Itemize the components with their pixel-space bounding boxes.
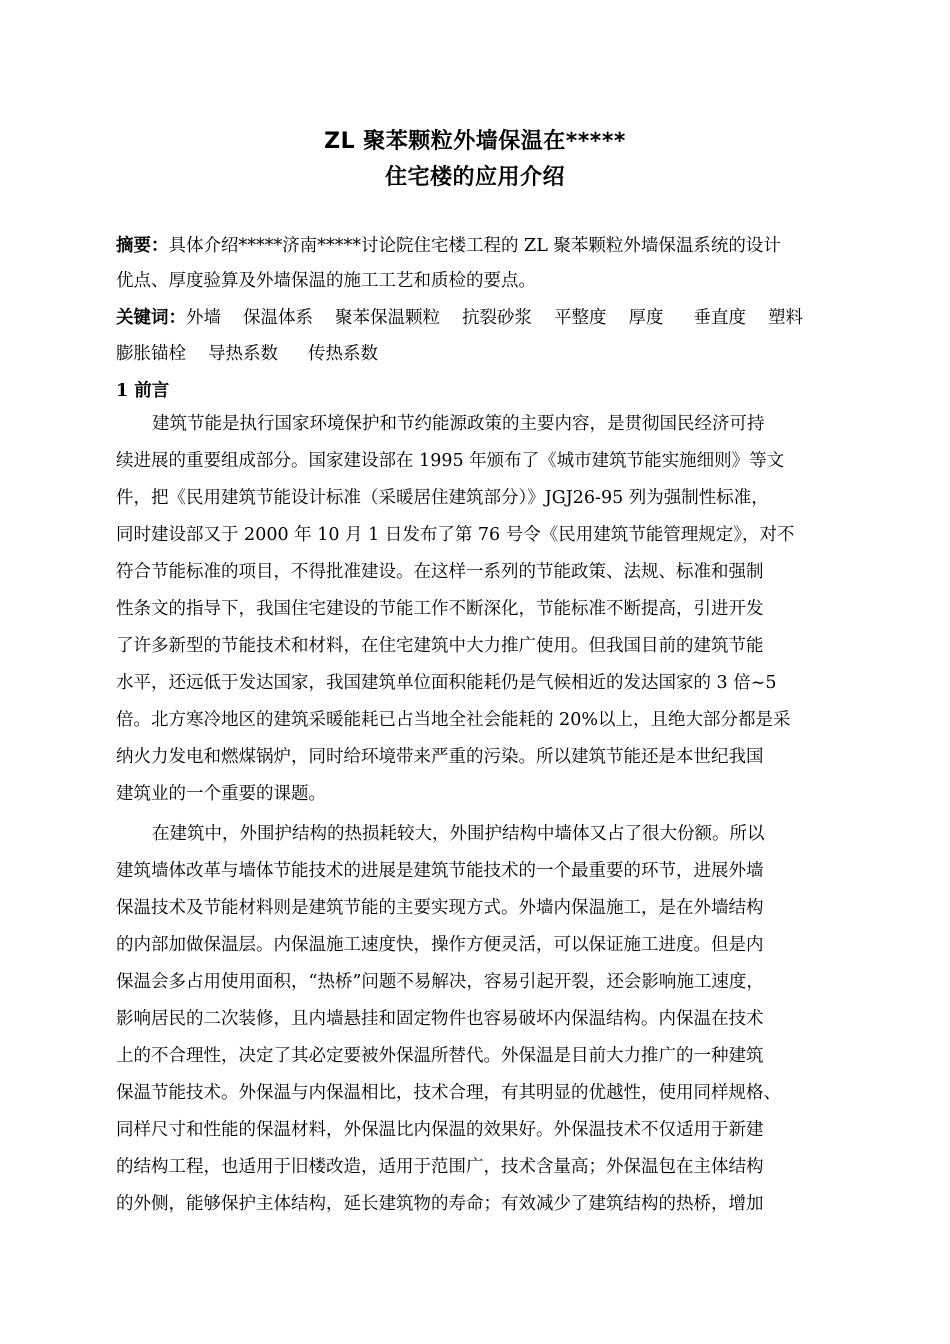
paragraph-1-line: 性条文的指导下，我国住宅建设的节能工作不断深化，节能标准不断提高，引进开发 [116,599,764,619]
paragraph-2-line: 影响居民的二次装修，且内墙悬挂和固定物件也容易破坏内保温结构。内保温在技术 [116,1009,764,1029]
keyword: 膨胀锚栓 [116,344,186,364]
keyword: 抗裂砂浆 [462,308,532,328]
keywords-line-2 [116,343,378,365]
paragraph-1-line: 件，把《民用建筑节能设计标准（采暖居住建筑部分）》JGJ26-95 列为强制性标准， [116,488,769,508]
paragraph-1-line: 纳火力发电和燃煤锅炉，同时给环境带来严重的污染。所以建筑节能还是本世纪我国 [116,747,764,767]
paragraph-2-line: 在建筑中，外围护结构的热损耗较大，外围护结构中墙体又占了很大份额。所以 [152,824,765,844]
paragraph-2-line: 的外侧，能够保护主体结构，延长建筑物的寿命；有效减少了建筑结构的热桥，增加 [116,1194,764,1214]
keyword: 平整度 [554,308,607,328]
keywords-label: 关键词： [116,308,186,328]
abstract-line-2: 优点、厚度验算及外墙保温的施工工艺和质检的要点。 [116,271,536,291]
keyword: 传热系数 [308,344,378,364]
paragraph-1-line: 倍。北方寒冷地区的建筑采暖能耗已占当地全社会能耗的 20%以上，且绝大部分都是采 [116,710,791,730]
keyword: 聚苯保温颗粒 [335,308,440,328]
paragraph-2-line: 上的不合理性，决定了其必定要被外保温所替代。外保温是目前大力推广的一种建筑 [116,1046,764,1066]
paragraph-2-line: 建筑墙体改革与墙体节能技术的进展是建筑节能技术的一个最重要的环节，进展外墙 [116,861,764,881]
section-heading: 1 前言 [116,381,170,401]
paragraph-2-line: 保温技术及节能材料则是建筑节能的主要实现方式。外墙内保温施工，是在外墙结构 [116,898,764,918]
keyword: 塑料 [768,308,803,328]
paragraph-1-line: 水平，还远低于发达国家，我国建筑单位面积能耗仍是气候相近的发达国家的 3 倍~5 [116,673,777,693]
abstract-text-1: 具体介绍*****济南*****讨论院住宅楼工程的 ZL 聚苯颗粒外墙保温系统的设计 [168,236,781,256]
keyword: 保温体系 [243,308,313,328]
paragraph-2-line: 保温会多占用使用面积，“热桥”问题不易解决，容易引起开裂，还会影响施工速度， [116,972,764,992]
keyword: 垂直度 [693,308,746,328]
keywords-line-1 [116,307,803,329]
paragraph-1-line: 建筑节能是执行国家环境保护和节约能源政策的主要内容，是贯彻国民经济可持 [152,414,765,434]
paragraph-1-line: 同时建设部又于 2000 年 10 月 1 日发布了第 76 号令《民用建筑节能管理规定》，对不 [116,525,795,545]
abstract-line-1 [116,235,781,257]
paragraph-2-line: 同样尺寸和性能的保温材料，外保温比内保温的效果好。外保温技术不仅适用于新建 [116,1120,764,1140]
keyword: 外墙 [186,308,221,328]
paragraph-2-line: 的结构工程，也适用于旧楼改造，适用于范围广，技术含量高；外保温包在主体结构 [116,1157,764,1177]
document-title-line-1: ZL 聚苯颗粒外墙保温在***** [324,129,626,154]
paragraph-1-line: 建筑业的一个重要的课题。 [116,784,326,804]
paragraph-2-line: 的内部加做保温层。内保温施工速度快，操作方便灵活，可以保证施工进度。但是内 [116,935,764,955]
keyword: 导热系数 [208,344,278,364]
paragraph-1-line: 续进展的重要组成部分。国家建设部在 1995 年颁布了《城市建筑节能实施细则》等文 [116,451,785,471]
document-title-line-2: 住宅楼的应用介绍 [384,165,565,190]
paragraph-2-line: 保温节能技术。外保温与内保温相比，技术合理，有其明显的优越性，使用同样规格、 [116,1083,781,1103]
keyword: 厚度 [628,308,664,328]
abstract-label: 摘要： [116,236,169,256]
paragraph-1-line: 了许多新型的节能技术和材料，在住宅建筑中大力推广使用。但我国目前的建筑节能 [116,636,764,656]
paragraph-1-line: 符合节能标准的项目，不得批准建设。在这样一系列的节能政策、法规、标准和强制 [116,562,764,582]
